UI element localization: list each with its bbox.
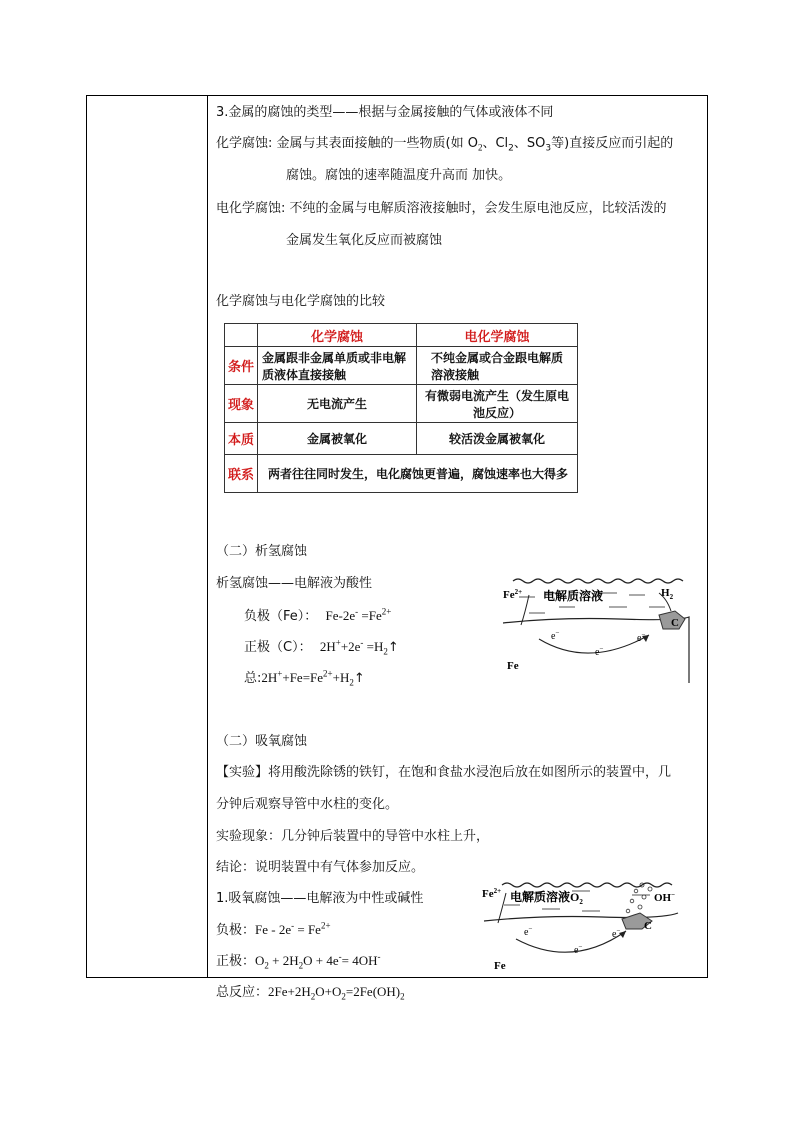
content-cell: [216, 96, 703, 1002]
oxygen-cathode-equation: 正极：$O_2 + 2H_2O + 4e^-= 4OH^-$: [216, 951, 381, 971]
hydrogen-section-title: （二）析氢腐蚀: [216, 544, 308, 559]
oxygen-anode-equation: 负极：$Fe - 2e^- = Fe^{2+}$: [216, 920, 331, 938]
electron-label-2: e−: [595, 645, 604, 658]
comparison-title: 化学腐蚀与电化学腐蚀的比较: [216, 294, 386, 309]
electrochemical-definition-cont: 金属发生氧化反应而被腐蚀: [286, 233, 443, 248]
oxygen-total-equation: 总反应：$2Fe+2H_2O+O_2=2Fe(OH)_2$: [216, 984, 405, 1002]
oxygen-section-title: （二）吸氧腐蚀: [216, 734, 308, 749]
iron-label: Fe: [494, 960, 506, 972]
hydrogen-subtitle: 析氢腐蚀——电解液为酸性: [216, 576, 373, 591]
comparison-table: [224, 323, 578, 493]
electrolyte-label: 电解质溶液: [543, 589, 604, 603]
electron-label-3: e−: [637, 631, 646, 644]
cell-chem-phenomenon: 无电流产生: [258, 385, 417, 423]
row-label-relation: 联系: [225, 455, 258, 493]
electrochemical-definition: 电化学腐蚀: 不纯的金属与电解质溶液接触时，会发生原电池反应，比较活泼的: [216, 201, 667, 216]
solution-surface-wave: [502, 883, 672, 887]
hydrogen-anode-equation: 负极（Fe）： $Fe-2e^- =Fe^{2+}$: [244, 606, 392, 624]
row-label-phenomenon: 现象: [225, 385, 258, 423]
solution-surface-wave: [513, 579, 683, 583]
page-table: [86, 95, 708, 1002]
cell-electro-essence: 较活泼金属被氧化: [417, 423, 578, 455]
col-head-chemical: 化学腐蚀: [258, 324, 417, 347]
fe-ion-arrow: [498, 893, 506, 923]
oxygen-subtitle: 1.吸氧腐蚀——电解液为中性或碱性: [216, 891, 424, 906]
chemical-corrosion-definition: 化学腐蚀: 金属与其表面接触的一些物质(如 $O_2$、$Cl_2$、$SO_3$等)直接反应而引起的: [216, 136, 674, 154]
experiment-conclusion: 结论：说明装置中有气体参加反应。: [216, 860, 425, 875]
electron-label-3: e−: [612, 927, 621, 940]
cell-chem-essence: 金属被氧化: [258, 423, 417, 455]
hydrogen-corrosion-diagram: [499, 573, 695, 683]
column-divider: [207, 96, 208, 977]
types-heading: 3.金属的腐蚀的类型——根据与金属接触的气体或液体不同: [216, 105, 554, 120]
electron-label-1: e−: [524, 925, 533, 938]
electrolyte-label: 电解质溶液$O_2$: [510, 890, 583, 906]
col-head-electrochemical: 电化学腐蚀: [417, 324, 578, 347]
experiment-phenomenon: 实验现象：几分钟后装置中的导管中水柱上升，: [216, 829, 490, 844]
electron-label-2: e−: [574, 943, 583, 956]
carbon-label: C: [644, 920, 652, 932]
electron-label-1: e−: [551, 629, 560, 642]
carbon-label: C: [671, 617, 679, 629]
table-corner: [225, 324, 258, 347]
h2-label: $H_2$: [661, 587, 674, 601]
fe-ion-label: $Fe^{2+}$: [482, 887, 502, 900]
fe-ion-label: $Fe^{2+}$: [503, 588, 523, 601]
iron-label: Fe: [507, 660, 519, 672]
row-label-condition: 条件: [225, 347, 258, 385]
cell-electro-phenomenon: 有微弱电流产生（发生原电池反应）: [417, 385, 578, 423]
chemical-corrosion-rate: 腐蚀。腐蚀的速率随温度升高而 加快。: [286, 168, 512, 183]
row-label-essence: 本质: [225, 423, 258, 455]
oxygen-corrosion-diagram: [482, 879, 682, 981]
cell-relation: 两者往往同时发生，电化腐蚀更普遍，腐蚀速率也大得多: [258, 455, 578, 493]
cell-electro-condition: 不纯金属或合金跟电解质溶液接触: [417, 347, 578, 385]
hydrogen-cathode-equation: 正极（C）： $2H^++2e^- =H_2↑$: [244, 637, 399, 657]
electron-flow-arrow: [539, 635, 649, 653]
cell-chem-condition: 金属跟非金属单质或非电解质液体直接接触: [258, 347, 417, 385]
electron-flow-arrow: [516, 931, 626, 952]
hydrogen-total-equation: 总$:2H^++Fe=Fe^{2+}+H_2↑$: [244, 668, 365, 688]
experiment-description: 【实验】将用酸洗除锈的铁钉，在饱和食盐水浸泡后放在如图所示的装置中，几: [216, 765, 672, 780]
oh-label: OH−: [654, 891, 676, 904]
experiment-description-cont: 分钟后观察导管中水柱的变化。: [216, 797, 399, 812]
